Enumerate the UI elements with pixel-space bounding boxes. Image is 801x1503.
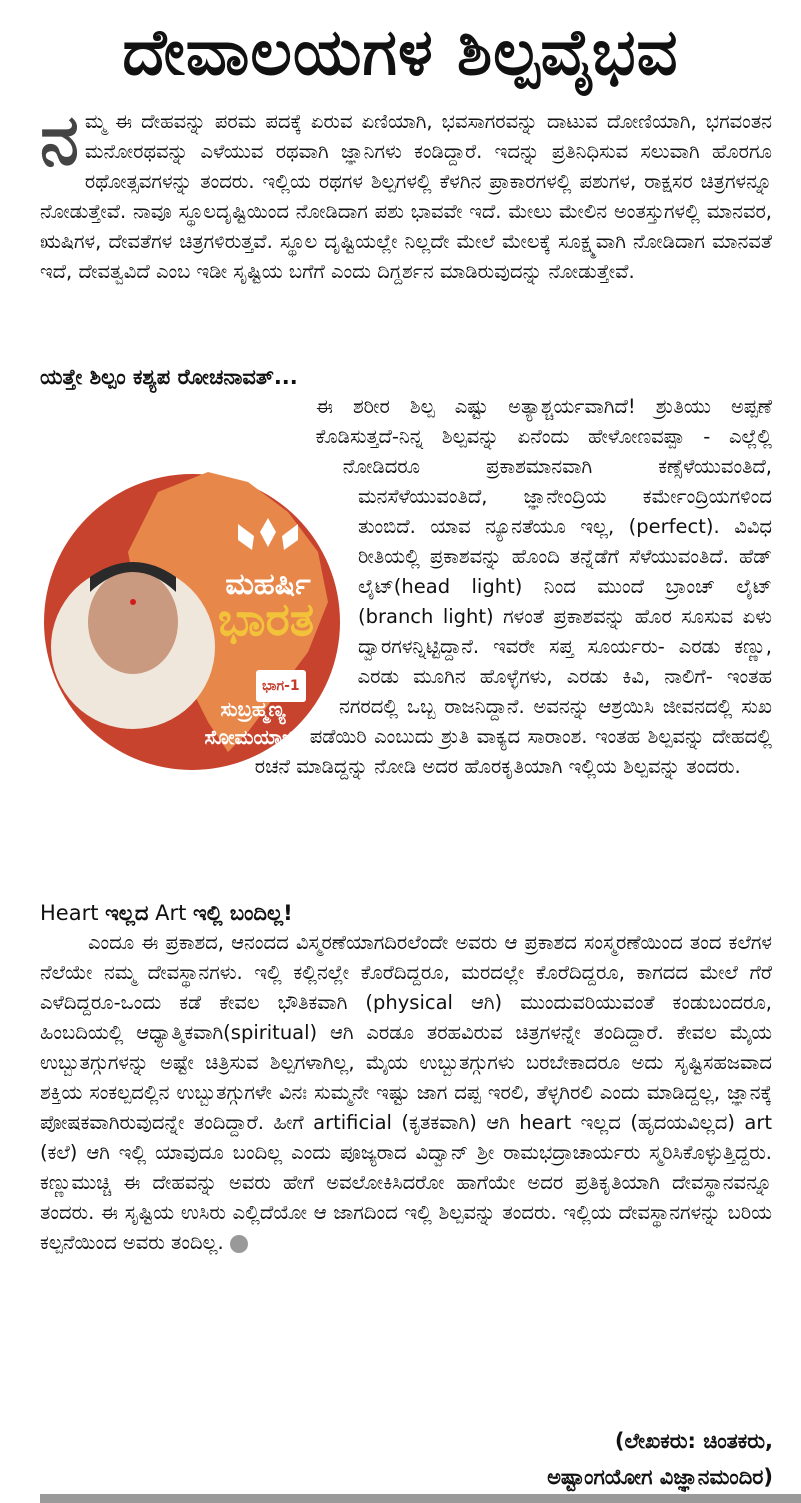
drop-cap: ನ: [40, 99, 79, 181]
paragraph-intro: [40, 99, 772, 287]
bottom-rule: [40, 1494, 801, 1503]
subheading-heart-art-b: ಇಲ್ಲದ: [105, 901, 149, 925]
byline: [547, 1423, 773, 1495]
byline-line1: (ಲೇಖಕರು: ಚಿಂತಕರು,: [614, 1429, 773, 1453]
paragraph-closing-text: ಎಂದೂ ಈ ಪ್ರಕಾಶದ, ಆನಂದದ ವಿಸ್ಮರಣೆಯಾಗದಿರಲೆಂದೇ ಅವರು ಆ ಪ್ರಕಾಶದ ಸಂಸ್ಮರಣೆಯಿಂದ ತಂದ ಕಲೆಗಳ ನೆಲೆಯೇ ನಮ್ಮ ದೇವಸ್ಥಾನಗಳು. ಇಲ್ಲಿ ಕಲ್ಲಿನಲ್ಲೇ ಕೊರೆದಿದ್ದರೂ, ಮರದಲ್ಲೇ ಕೊರೆದಿದ್ದರೂ, ಕಾಗದದ ಮೇಲೆ ಗೆರೆ ಎಳೆದಿದ್ದರೂ-ಒಂದು ಕಡೆ ಕೇವಲ ಭೌತಿಕವಾಗಿ (physical ಆಗಿ) ಮುಂದುವರಿಯುವಂತೆ ಕಂಡುಬಂದರೂ, ಹಿಂಬದಿಯಲ್ಲಿ ಆಧ್ಯಾತ್ಮಿಕವಾಗಿ(spiritual) ಆಗಿ ಎರಡೂ ತರಹವಿರುವ ಚಿತ್ರಗಳನ್ನೇ ತಂದಿದ್ದಾರೆ. ಕೇವಲ ಮೈಯ ಉಬ್ಬುತಗ್ಗುಗಳನ್ನು ಅಷ್ಟೇ ಚಿತ್ರಿಸುವ ಶಿಲ್ಪಗಳಾಗಿಲ್ಲ, ಮೈಯ ಉಬ್ಬುತಗ್ಗುಗಳು ಬರಬೇಕಾದರೂ ಅದು ಸೃಷ್ಟಿಸಹಜವಾದ ಶಕ್ತಿಯ ಸಂಕಲ್ಪದಲ್ಲಿನ ಉಬ್ಬುತಗ್ಗುಗಳೇ ವಿನಃ ಸುಮ್ಮನೇ ಇಷ್ಟು ಜಾಗ ದಪ್ಪ ಇರಲಿ, ತೆಳ್ಳಗಿರಲಿ ಎಂದು ಮಾಡಿದ್ದಲ್ಲ, ಜ್ಞಾನಕ್ಕೆ ಪೋಷಕವಾಗಿರುವುದನ್ನೇ ತಂದಿದ್ದಾರೆ. ಹೀಗೆ artificial (ಕೃತಕವಾಗಿ) ಆಗಿ heart ಇಲ್ಲದ (ಹೃದಯವಿಲ್ಲದ) art (ಕಲೆ) ಆಗಿ ಇಲ್ಲಿ ಯಾವುದೂ ಬಂದಿಲ್ಲ ಎಂದು ಪೂಜ್ಯರಾದ ವಿದ್ವಾನ್ ಶ್ರೀ ರಾಮಭದ್ರಾಚಾರ್ಯರು ಸ್ಮರಿಸಿಕೊಳ್ಳುತ್ತಿದ್ದರು. ಕಣ್ಣುಮುಚ್ಚಿ ಈ ದೇಹವನ್ನು ಅವರು ಹೇಗೆ ಅವಲೋಕಿಸಿದರೋ ಹಾಗೆಯೇ ಅದರ ಪ್ರತಿಕೃತಿಯಾಗಿ ದೇವಸ್ಥಾನವನ್ನೂ ತಂದರು. ಈ ಸೃಷ್ಟಿಯ ಉಸಿರು ಎಲ್ಲಿದೆಯೋ ಆ ಜಾಗದಿಂದ ಇಲ್ಲಿ ಶಿಲ್ಪವನ್ನು ತಂದರು. ಇಲ್ಲಿಯ ದೇವಸ್ಥಾನಗಳನ್ನು ಬರಿಯ ಕಲ್ಪನೆಯಿಂದ ಅವರು ತಂದಿಲ್ಲ.: [40, 931, 772, 1254]
badge-part-label: ಭಾಗ-1: [256, 670, 306, 702]
paragraph-closing: [40, 928, 772, 1258]
byline-line2: ಅಷ್ಟಾಂಗಯೋಗ ವಿಜ್ಞಾನಮಂದಿರ): [547, 1465, 773, 1489]
column-badge: [38, 452, 346, 777]
badge-series-line2: ಭಾರತ: [217, 592, 315, 646]
badge-series-line1: ಮಹರ್ಷಿ: [225, 567, 311, 602]
paragraph-body-text: ಈ ಶರೀರ ಶಿಲ್ಪ ಎಷ್ಟು ಅತ್ಯಾಶ್ಚರ್ಯವಾಗಿದೆ! ಶ್ರುತಿಯು ಅಪ್ಪಣೆ ಕೊಡಿಸುತ್ತದೆ-ನಿನ್ನ ಶಿಲ್ಪವನ್ನು ಏನೆಂದು ಹೇಳೋಣವಪ್ಪಾ - ಎಲ್ಲೆಲ್ಲಿ ನೋಡಿದರೂ ಪ್ರಕಾಶಮಾನವಾಗಿ ಕಣ್ಸೆಳೆಯುವಂತಿದೆ, ಮನಸೆಳೆಯುವಂತಿದೆ, ಜ್ಞಾನೇಂದ್ರಿಯ ಕರ್ಮೇಂದ್ರಿಯಗಳಿಂದ ತುಂಬಿದೆ. ಯಾವ ನ್ಯೂನತೆಯೂ ಇಲ್ಲ, (perfect). ವಿವಿಧ ರೀತಿಯಲ್ಲಿ ಪ್ರಕಾಶವನ್ನು ಹೊಂದಿ ತನ್ನೆಡೆಗೆ ಸೆಳೆಯುವಂತಿದೆ. ಹೆಡ್ ಲೈಟ್(head light) ನಿಂದ ಮುಂದೆ ಬ್ರಾಂಚ್ ಲೈಟ್ (branch light) ಗಳಂತೆ ಪ್ರಕಾಶವನ್ನು ಹೊರ ಸೂಸುವ ಏಳು ದ್ವಾರಗಳನ್ನಿಟ್ಟಿದ್ದಾನೆ. ಇವರೇ ಸಪ್ತ ಸೂರ್ಯರು- ಎರಡು ಕಣ್ಣು, ಎರಡು ಮೂಗಿನ ಹೊಳ್ಳೆಗಳು, ಎರಡು ಕಿವಿ, ನಾಲಿಗೆ- ಇಂತಹ ನಗರದಲ್ಲಿ ಒಬ್ಬ ರಾಜನಿದ್ದಾನೆ. ಅವನನ್ನು ಆಶ್ರಯಿಸಿ ಜೀವನದಲ್ಲಿ ಸುಖ ಪಡೆಯಿರಿ ಎಂಬುದು ಶ್ರುತಿ ವಾಕ್ಯದ ಸಾರಾಂಶ. ಇಂತಹ ಶಿಲ್ಪವನ್ನು ದೇಹದಲ್ಲಿ ರಚನೆ ಮಾಡಿದ್ದನ್ನು ನೋಡಿ ಅದರ ಹೊರಕೃತಿಯಾಗಿ ಇಲ್ಲಿಯ ಶಿಲ್ಪವನ್ನು ತಂದರು.: [254, 395, 772, 778]
subheading-heart-art-a: Heart: [40, 901, 106, 925]
subheading-yatte-shilpam: ಯತ್ತೇ ಶಿಲ್ಪಂ ಕಶ್ಯಪ ರೋಚನಾವತ್...: [40, 365, 298, 389]
badge-author-line1: ಸುಬ್ರಹ್ಮಣ್ಯ: [220, 697, 286, 721]
paragraph-body-with-figure: [40, 392, 772, 902]
paragraph-intro-text: ಮ್ಮ ಈ ದೇಹವನ್ನು ಪರಮ ಪದಕ್ಕೆ ಏರುವ ಏಣಿಯಾಗಿ, ಭವಸಾಗರವನ್ನು ದಾಟುವ ದೋಣಿಯಾಗಿ, ಭಗವಂತನ ಮನೋರಥವನ್ನು ಎಳೆಯುವ ರಥವಾಗಿ ಜ್ಞಾನಿಗಳು ಕಂಡಿದ್ದಾರೆ. ಇದನ್ನು ಪ್ರತಿನಿಧಿಸುವ ಸಲುವಾಗಿ ಹೊರಗೂ ರಥೋತ್ಸವಗಳನ್ನು ತಂದರು. ಇಲ್ಲಿಯ ರಥಗಳ ಶಿಲ್ಪಗಳಲ್ಲಿ ಕೆಳಗಿನ ಪ್ರಾಕಾರಗಳಲ್ಲಿ ಪಶುಗಳ, ರಾಕ್ಷಸರ ಚಿತ್ರಗಳನ್ನೂ ನೋಡುತ್ತೇವೆ. ನಾವೂ ಸ್ಥೂಲದೃಷ್ಟಿಯಿಂದ ನೋಡಿದಾಗ ಪಶು ಭಾವವೇ ಇದೆ. ಮೇಲು ಮೇಲಿನ ಅಂತಸ್ತುಗಳಲ್ಲಿ ಮಾನವರ, ಋಷಿಗಳ, ದೇವತೆಗಳ ಚಿತ್ರಗಳಿರುತ್ತವೆ. ಸ್ಥೂಲ ದೃಷ್ಟಿಯಲ್ಲೇ ನಿಲ್ಲದೇ ಮೇಲೆ ಮೇಲಕ್ಕೆ ಸೂಕ್ಷ್ಮವಾಗಿ ನೋಡಿದಾಗ ಮಾನವತೆ ಇದೆ, ದೇವತ್ವವಿದೆ ಎಂಬ ಇಡೀ ಸೃಷ್ಟಿಯ ಬಗೆಗೆ ಎಂದು ದಿಗ್ದರ್ಶನ ಮಾಡಿರುವುದನ್ನು ನೋಡುತ್ತೇವೆ.: [40, 110, 772, 283]
subheading-heart-art-c: Art: [148, 901, 194, 925]
badge-author-line2: ಸೋಮಯಾಜಿ: [204, 725, 296, 749]
author-face: [88, 570, 178, 674]
article-title: ದೇವಾಲಯಗಳ ಶಿಲ್ಪವೈಭವ: [122, 16, 679, 90]
end-bullet-icon: [230, 1235, 248, 1253]
tilak-mark: [130, 599, 136, 605]
subheading-heart-art-d: ಇಲ್ಲಿ ಬಂದಿಲ್ಲ!: [193, 901, 293, 925]
subheading-heart-art: [40, 898, 293, 928]
